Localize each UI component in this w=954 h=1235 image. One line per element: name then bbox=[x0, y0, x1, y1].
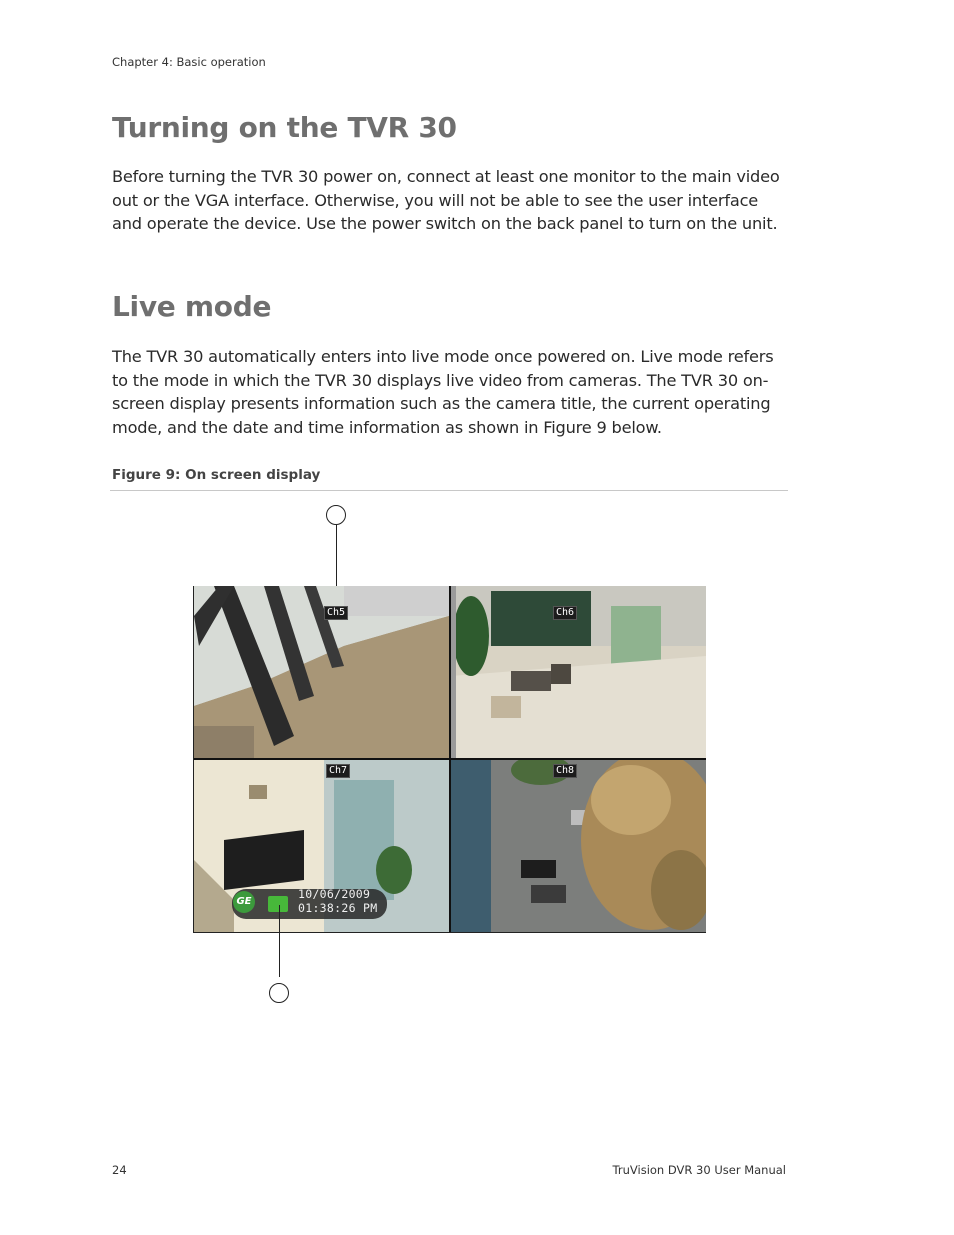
camera-title-label: Ch8 bbox=[553, 764, 577, 778]
figure-rule bbox=[110, 490, 788, 491]
callout-circle-camera-title bbox=[326, 505, 346, 525]
recording-mode-icon bbox=[268, 896, 288, 912]
ge-logo-icon: GE bbox=[233, 891, 255, 913]
camera-view-2-image bbox=[451, 586, 706, 758]
camera-view-1 bbox=[194, 586, 449, 758]
page-number: 24 bbox=[112, 1163, 127, 1177]
callout-leader-osd bbox=[279, 905, 280, 977]
manual-title: TruVision DVR 30 User Manual bbox=[612, 1163, 786, 1177]
camera-title-label: Ch6 bbox=[553, 606, 577, 620]
section-body-turning-on: Before turning the TVR 30 power on, connect at least one monitor to the main video out or the VGA interface. Otherwise, you will not be able to see the user interface and operate the device. Use the power switch on the back panel to turn on the unit. bbox=[112, 167, 780, 233]
live-display-figure bbox=[193, 586, 706, 933]
section-body-live-mode: The TVR 30 automatically enters into live mode once powered on. Live mode refers to the mode in which the TVR 30 displays live video from cameras. The TVR 30 on-screen display presents information such as the camera title, the current operating mode, and the date and time information as shown in Figure 9 below. bbox=[112, 347, 774, 437]
camera-view-4 bbox=[451, 760, 706, 932]
camera-title-label: Ch7 bbox=[326, 764, 350, 778]
camera-view-1-image bbox=[194, 586, 449, 758]
camera-title-label: Ch5 bbox=[324, 606, 348, 620]
camera-view-2 bbox=[451, 586, 706, 758]
section-title-turning-on: Turning on the TVR 30 bbox=[112, 111, 457, 144]
camera-view-4-image bbox=[451, 760, 706, 932]
osd-time: 01:38:26 PM bbox=[298, 901, 378, 915]
running-header: Chapter 4: Basic operation bbox=[112, 55, 266, 69]
figure-caption: Figure 9: On screen display bbox=[112, 467, 321, 483]
callout-circle-osd bbox=[269, 983, 289, 1003]
section-title-live-mode: Live mode bbox=[112, 290, 272, 323]
osd-date: 10/06/2009 bbox=[298, 887, 371, 901]
